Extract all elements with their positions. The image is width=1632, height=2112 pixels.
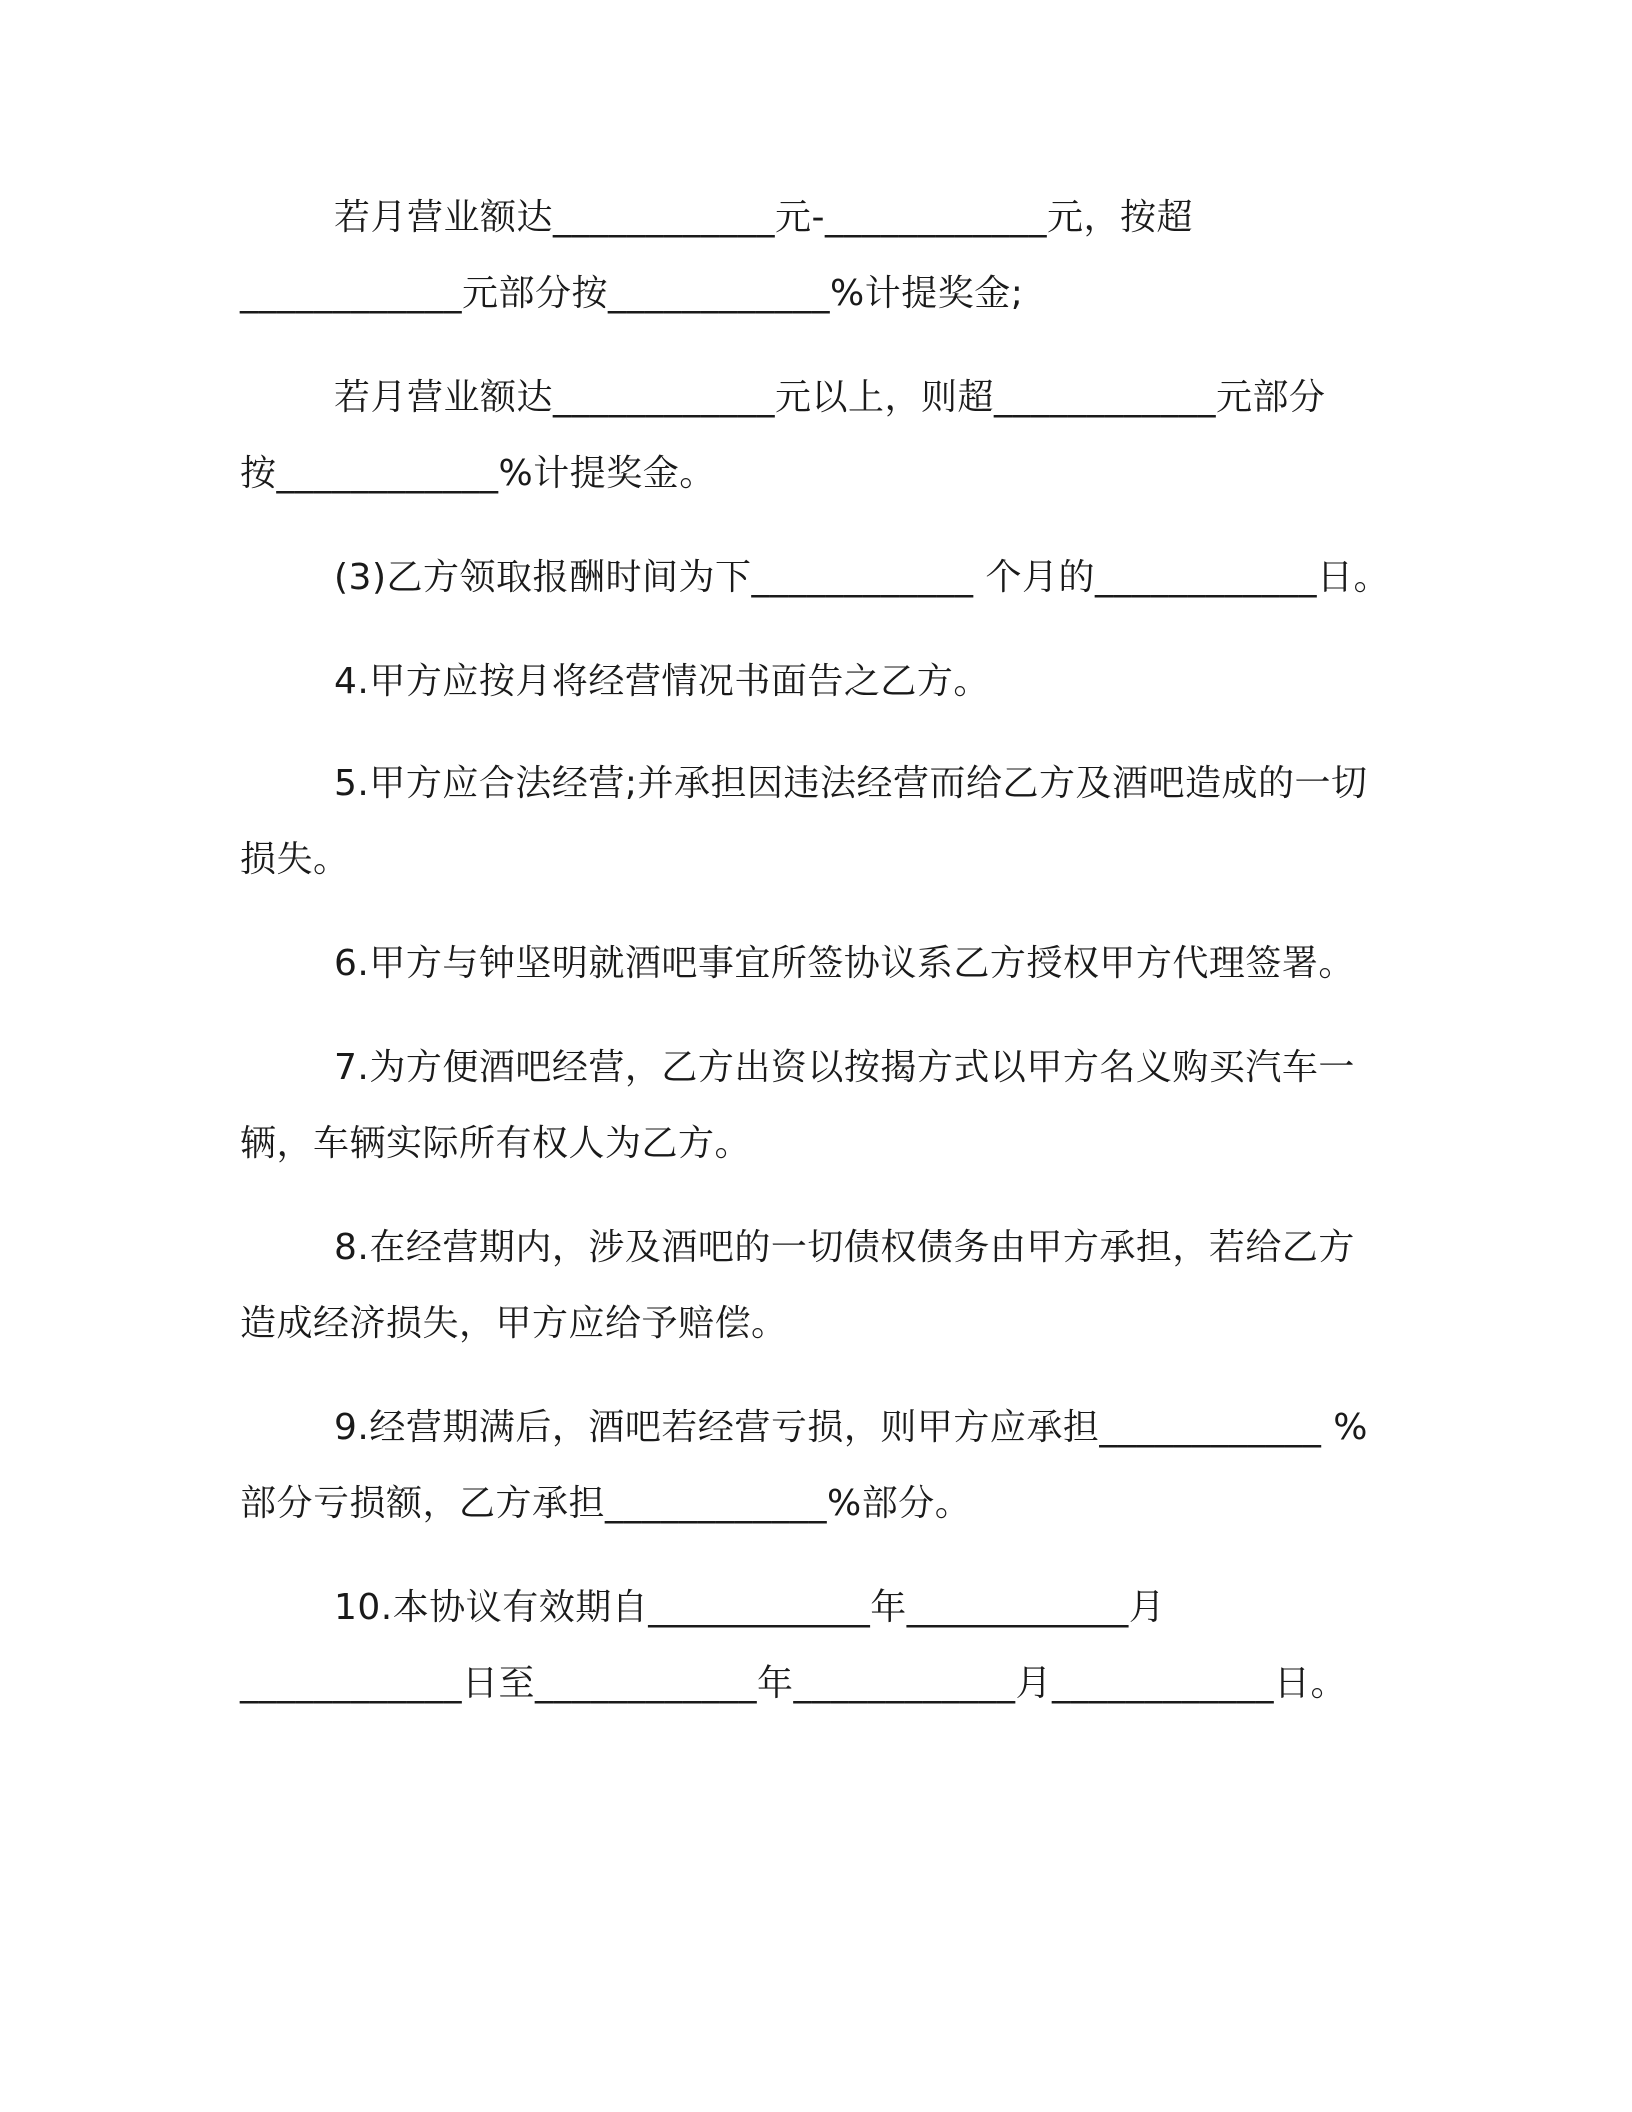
paragraph-line-6: 4.甲方应按月将经营情况书面告之乙方。 [334,661,990,702]
paragraph-line-3: 若月营业额达____________元以上，则超____________元部分 [334,377,1326,418]
paragraph-line-4: 按____________%计提奖金。 [240,453,716,494]
paragraph-line-13: 造成经济损失，甲方应给予赔偿。 [240,1303,788,1344]
paragraph-line-16: 10.本协议有效期自____________年____________月 [334,1587,1166,1628]
paragraph-line-14: 9.经营期满后，酒吧若经营亏损，则甲方应承担____________ % [334,1407,1368,1448]
paragraph-line-1: 若月营业额达____________元-____________元，按超 [334,197,1193,238]
paragraph-line-2: ____________元部分按____________%计提奖金; [240,273,1024,314]
paragraph-line-7: 5.甲方应合法经营;并承担因违法经营而给乙方及酒吧造成的一切 [334,763,1368,804]
paragraph-line-9: 6.甲方与钟坚明就酒吧事宜所签协议系乙方授权甲方代理签署。 [334,943,1355,984]
paragraph-line-5: (3)乙方领取报酬时间为下____________ 个月的____________日。 [334,557,1390,598]
paragraph-line-10: 7.为方便酒吧经营，乙方出资以按揭方式以甲方名义购买汽车一 [334,1047,1355,1088]
paragraph-line-8: 损失。 [240,839,350,880]
paragraph-line-12: 8.在经营期内，涉及酒吧的一切债权债务由甲方承担，若给乙方 [334,1227,1355,1268]
paragraph-line-17: ____________日至____________年____________月____________日。 [240,1663,1347,1704]
paragraph-line-11: 辆，车辆实际所有权人为乙方。 [240,1123,752,1164]
paragraph-line-15: 部分亏损额，乙方承担____________%部分。 [240,1483,972,1524]
